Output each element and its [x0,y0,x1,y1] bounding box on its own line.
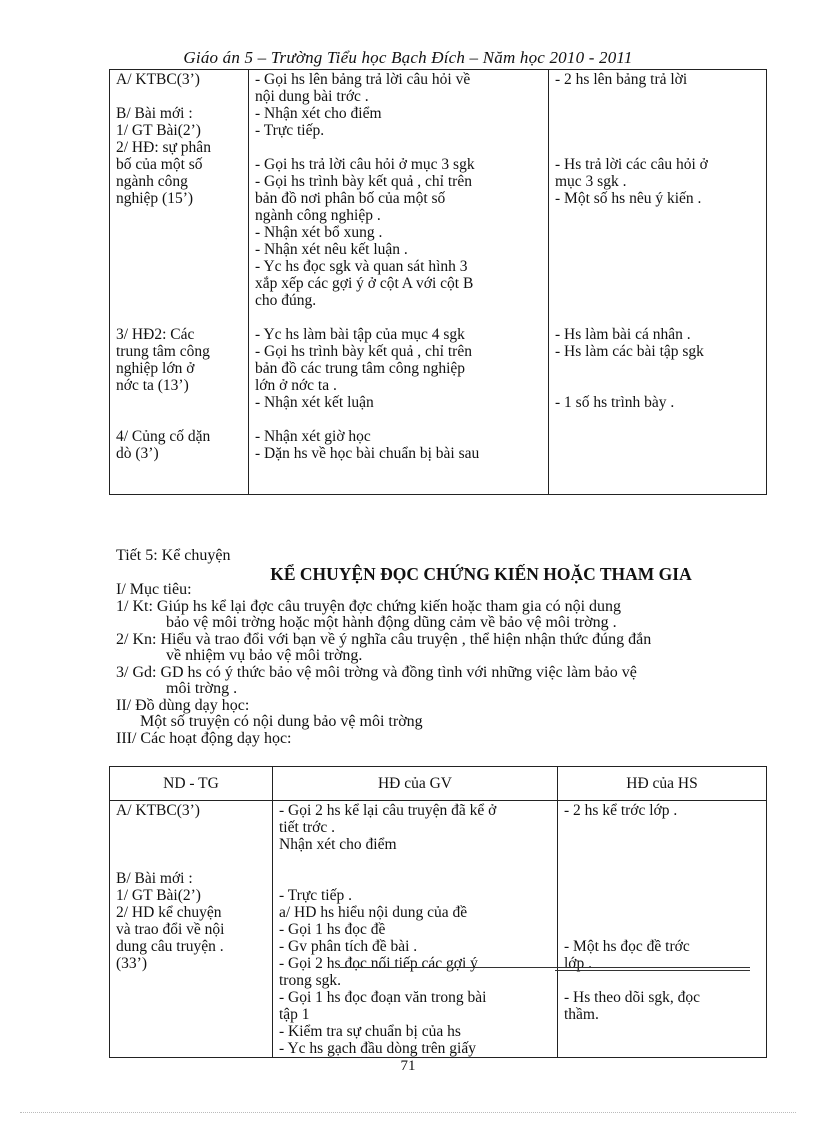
page-header: Giáo án 5 – Trường Tiểu học Bạch Đích – Năm học 2010 - 2011 [183,48,633,67]
header-student-activity: HĐ của HS [558,767,767,801]
cell-line [564,972,760,989]
cell-line: dung câu truyện . [116,938,224,955]
lesson-line: Tiết 5: Kể chuyện [116,547,231,564]
cell-line: bản đồ nơi phân bố của một số [255,190,446,207]
cell-line: nội dung bài trớc . [255,88,369,105]
cell-line: - Gọi 2 hs kể lại câu truyện đã kể ở [279,802,497,819]
cell-line: - Gọi 2 hs đọc nối tiếp các gợi ý [279,955,478,972]
cell-line: - 2 hs kể trớc lớp . [564,802,678,819]
cell-line [116,207,242,224]
cell-line: - Một số hs nêu ý kiến . [555,190,702,207]
cell-line: - Yc hs làm bài tập của mục 4 sgk [255,326,465,343]
cell-line: (33’) [116,955,147,972]
cell-line [116,258,242,275]
cell-line: 2/ HD kể chuyện [116,904,222,921]
header-content-time: ND - TG [110,767,273,801]
cell-line: bố của một số [116,156,203,173]
cell-line: tiết trớc . [279,819,335,836]
cell-line: Nhận xét cho điểm [279,836,397,853]
cell-line [555,241,760,258]
cell-line: ngành công nghiệp . [255,207,381,224]
cell-line [564,870,760,887]
cell-line [555,122,760,139]
cell-line [116,224,242,241]
cell-line: - Gọi 1 hs đọc đoạn văn trong bài [279,989,487,1006]
student-activity-cell [558,801,767,1058]
cell-line [255,139,542,156]
cell-line: - Trực tiếp. [255,122,325,139]
cell-line [116,411,242,428]
divider-line [340,967,750,968]
cell-line [116,275,242,292]
cell-line: - Dặn hs về học bài chuẩn bị bài sau [255,445,480,462]
cell-line: trung tâm công [116,343,210,360]
cell-line [564,921,760,938]
objective-3-cont: môi trờng . [166,680,238,697]
materials-text: Một số truyện có nội dung bảo vệ môi trờng [140,713,423,730]
cell-line [255,411,542,428]
cell-line: - Nhận xét giờ học [255,428,371,445]
cell-line: nớc ta (13’) [116,377,189,394]
cell-line [279,870,551,887]
cell-line: - Gv phân tích đề bài . [279,938,418,955]
cell-line: - Kiểm tra sự chuẩn bị của hs [279,1023,461,1040]
cell-line: nghiệp lớn ở [116,360,195,377]
cell-line: 2/ HĐ: sự phân [116,139,211,156]
cell-line: A/ KTBC(3’) [116,802,200,819]
lesson-title: KỂ CHUYỆN ĐỌC CHỨNG KIẾN HOẶC THAM GIA [270,563,692,584]
objective-2: 2/ Kn: Hiểu và trao đổi với bạn về ý nghĩa câu truyện , thể hiện nhận thức đúng đắn [116,630,652,648]
cell-line [116,394,242,411]
cell-line: trong sgk. [279,972,341,989]
cell-line: - Gọi hs trình bày kết quả , chỉ trên [255,343,472,360]
cell-line [116,309,242,326]
cell-line: xắp xếp các gợi ý ở cột A với cột B [255,275,474,292]
cell-line: - Hs làm bài cá nhân . [555,326,691,343]
cell-line [564,853,760,870]
page-number: 71 [400,1058,416,1074]
teacher-activity-cell [249,70,549,495]
cell-line: bản đồ các trung tâm công nghiệp [255,360,466,377]
cell-line [116,292,242,309]
cell-line: cho đúng. [255,292,317,309]
cell-line [564,904,760,921]
cell-line: - Trực tiếp . [279,887,352,904]
cell-line: ngành công [116,173,188,190]
table-header-row [110,767,767,801]
cell-line [255,309,542,326]
cell-line: - Gọi hs trình bày kết quả , chỉ trên [255,173,472,190]
cell-line [116,88,242,105]
cell-line: - Nhận xét kết luận [255,394,374,411]
cell-line: - Nhận xét nêu kết luận . [255,241,408,258]
cell-line [555,88,760,105]
teacher-activity-cell [273,801,558,1058]
cell-line [555,360,760,377]
cell-line: - 1 số hs trình bày . [555,394,675,411]
content-time-cell [110,801,273,1058]
cell-line: - 2 hs lên bảng trả lời [555,71,688,88]
cell-line: mục 3 sgk . [555,173,627,190]
cell-line: - Yc hs đọc sgk và quan sát hình 3 [255,258,468,275]
table-row [110,70,767,495]
content-time-cell [110,70,249,495]
cell-line: - Một hs đọc đề trớc [564,938,690,955]
cell-line: - Gọi hs trả lời câu hỏi ở mục 3 sgk [255,156,475,173]
cell-line: - Yc hs gạch đầu dòng trên giấy [279,1040,476,1057]
cell-line: a/ HD hs hiểu nội dung của đề [279,904,468,921]
bottom-rule [20,1112,796,1113]
cell-line [564,887,760,904]
cell-line: nghiệp (15’) [116,190,194,207]
cell-line [555,258,760,275]
cell-line [555,105,760,122]
cell-line [555,139,760,156]
cell-line: A/ KTBC(3’) [116,71,200,88]
cell-line: - Nhận xét bổ xung . [255,224,383,241]
cell-line [116,853,266,870]
objectives-heading: I/ Mục tiêu: [116,581,192,598]
cell-line: lớp . [564,955,593,972]
cell-line [555,309,760,326]
cell-line [555,275,760,292]
cell-line: - Hs theo dõi sgk, đọc [564,989,701,1006]
cell-line: 1/ GT Bài(2’) [116,887,201,904]
cell-line: 1/ GT Bài(2’) [116,122,201,139]
objective-1-cont: bảo vệ môi trờng hoặc một hành động dũng cảm về bảo vệ môi trờng . [166,614,617,631]
cell-line: - Gọi 1 hs đọc đề [279,921,386,938]
cell-line [116,241,242,258]
cell-line [555,224,760,241]
cell-line: - Hs làm các bài tập sgk [555,343,704,360]
cell-line [564,819,760,836]
objective-2-cont: về nhiệm vụ bảo vệ môi trờng. [166,647,363,664]
objective-1: 1/ Kt: Giúp hs kể lại đợc câu truyện đợc chứng kiến hoặc tham gia có nội dung [116,597,622,615]
cell-line: thầm. [564,1006,599,1023]
cell-line: tập 1 [279,1006,310,1023]
divider-line [555,970,750,971]
objective-3: 3/ Gd: GD hs có ý thức bảo vệ môi trờng và đồng tình với những việc làm bảo vệ [116,663,637,681]
activities-heading: III/ Các hoạt động dạy học: [116,729,292,747]
table-row [110,801,767,1058]
cell-line [555,207,760,224]
cell-line: - Nhận xét cho điểm [255,105,382,122]
cell-line [116,836,266,853]
lesson-section [116,548,776,747]
cell-line: dò (3’) [116,445,159,462]
cell-line: - Gọi hs lên bảng trả lời câu hỏi về [255,71,471,88]
cell-line [564,836,760,853]
header-teacher-activity: HĐ của GV [273,767,558,801]
cell-line: lớn ở nớc ta . [255,377,337,394]
lesson-table-top [109,69,767,495]
cell-line: B/ Bài mới : [116,105,193,122]
cell-line: và trao đổi về nội [116,921,225,938]
cell-line: B/ Bài mới : [116,870,193,887]
cell-line [555,292,760,309]
student-activity-cell [549,70,767,495]
materials-heading: II/ Đồ dùng dạy học: [116,696,250,714]
cell-line: - Hs trả lời các câu hỏi ở [555,156,708,173]
cell-line: 4/ Củng cố dặn [116,428,211,445]
cell-line [116,819,266,836]
cell-line [555,377,760,394]
cell-line: 3/ HĐ2: Các [116,326,195,343]
cell-line [279,853,551,870]
lesson-table-bottom [109,766,767,1058]
